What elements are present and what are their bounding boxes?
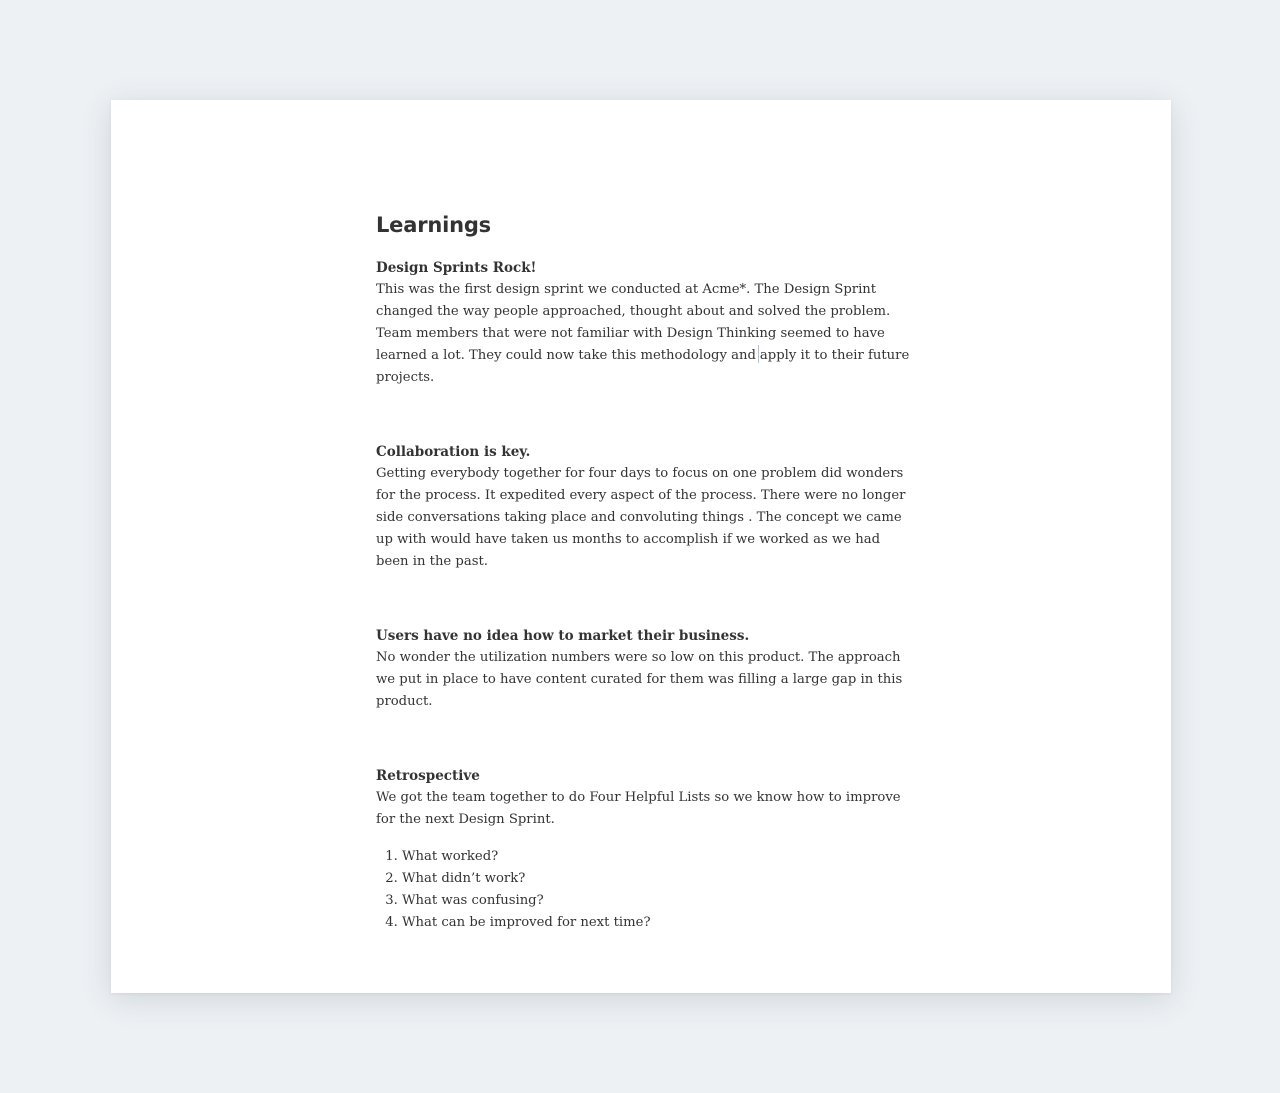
retrospective-list [376, 846, 916, 934]
section-heading[interactable]: Users have no idea how to market their business. [376, 628, 750, 644]
document-page [111, 100, 1171, 993]
body-text-after-cursor: apply it to their future projects. [376, 348, 910, 385]
section-design-sprints [376, 257, 916, 389]
text-cursor [758, 345, 759, 363]
document-title[interactable]: Learnings [376, 213, 491, 237]
document-content[interactable] [376, 210, 916, 934]
section-body[interactable] [376, 279, 916, 389]
list-item[interactable]: 3. What was confusing? [402, 890, 916, 912]
list-item[interactable]: 2. What didn’t work? [402, 868, 916, 890]
section-heading[interactable]: Collaboration is key. [376, 444, 531, 460]
section-body[interactable]: No wonder the utilization numbers were so low on this product. The approach we put in place to have content curated for them was filling a large gap in this product. [376, 650, 903, 709]
section-heading[interactable]: Design Sprints Rock! [376, 260, 537, 276]
list-item[interactable]: 4. What can be improved for next time? [402, 912, 916, 934]
section-body[interactable]: Getting everybody together for four days to focus on one problem did wonders for the process. It expedited every aspect of the process. There were no longer side conversations taking place and convoluting things . The concept we came up with would have taken us months to accomplish if we worked as we had been in the past. [376, 466, 906, 569]
section-retrospective [376, 765, 916, 934]
section-body[interactable]: We got the team together to do Four Helpful Lists so we know how to improve for the next Design Sprint. [376, 790, 901, 827]
body-text-before-cursor: This was the first design sprint we conducted at Acme*. The Design Sprint changed the way people approached, thought about and solved the problem. Team members that were not familiar with Design Thinking seemed to have learned a lot. They could now take this methodology and [376, 282, 891, 363]
section-heading[interactable]: Retrospective [376, 768, 480, 784]
list-item[interactable]: 1. What worked? [402, 846, 916, 868]
section-users-marketing [376, 625, 916, 713]
section-collaboration [376, 441, 916, 573]
